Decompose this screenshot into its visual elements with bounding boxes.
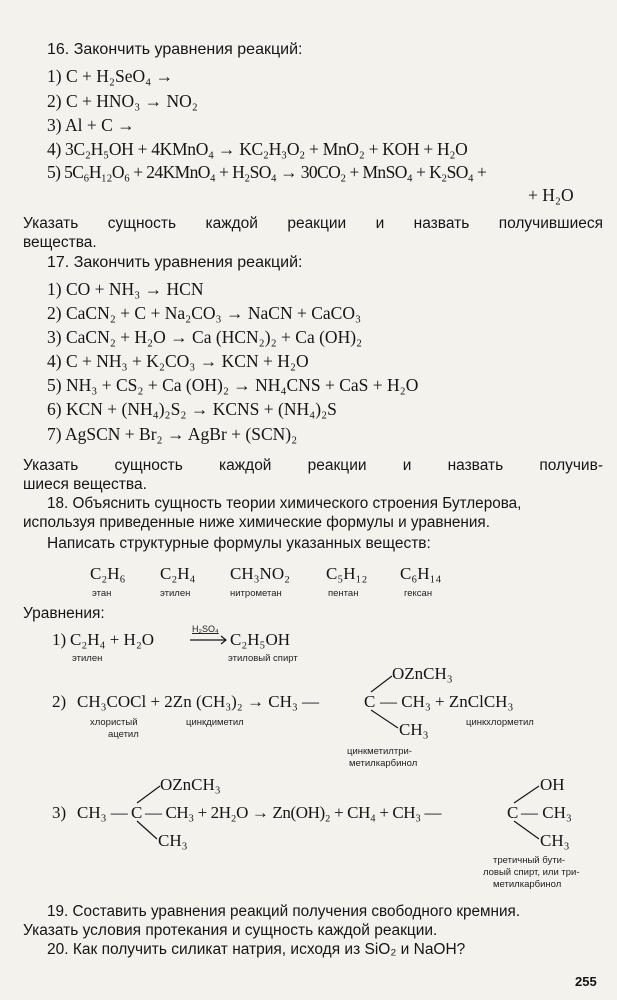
substance-formula-nitromethane: CH₃NO₂: [230, 564, 291, 583]
p17-equation-4: 4) C + NH₃ + K₂CO₃ → KCN + H₂O: [47, 351, 309, 371]
eq3-middle: — CH₃ + 2H₂O → Zn(OH)₂ + CH₄ + CH₃ —: [145, 803, 442, 822]
p17-equation-3: 3) CaCN₂ + H₂O → Ca (HCN₂)₂ + Ca (OH)₂: [47, 327, 363, 347]
eq1-label-ethylene: этилен: [72, 653, 103, 664]
page-number: 255: [575, 974, 597, 989]
eq3-top-group-2: OH: [540, 775, 565, 794]
p17-equation-7: 7) AgSCN + Br₂ → AgBr + (SCN)₂: [47, 424, 298, 444]
eq3-label-line-3: метилкарбинол: [493, 879, 562, 890]
eq1-reactants: C₂H₄ + H₂O: [70, 630, 155, 649]
problem-16-heading: 16. Закончить уравнения реакций:: [47, 41, 303, 58]
eq1-number: 1): [52, 630, 67, 649]
eq2-label-zinc-chloromethyl: цинкхлорметил: [466, 717, 534, 728]
eq3-center-carbon-1: C: [131, 803, 143, 822]
problem-17-heading: 17. Закончить уравнения реакций:: [47, 254, 303, 271]
eq3-left: CH₃ —: [77, 803, 128, 822]
p16-note-line-1: Указать сущность каждой реакции и назвать получившиеся: [23, 215, 603, 232]
p16-equation-3: 3) Al + C →: [47, 115, 135, 135]
substance-name-hexane: гексан: [404, 588, 433, 599]
substance-name-pentane: пентан: [328, 588, 359, 599]
eq3-bond-up-1: [137, 786, 160, 803]
substance-formula-ethylene: C₂H₄: [160, 564, 196, 583]
eq1-catalyst: H₂SO₄: [192, 624, 219, 634]
p16-equation-5-continuation: + H₂O: [528, 185, 574, 205]
substance-formula-pentane: C₅H₁₂: [326, 564, 368, 583]
eq2-label-product-1: цинкметилтри-: [347, 746, 412, 757]
eq3-right: — CH₃: [521, 803, 572, 822]
equations-heading: Уравнения:: [23, 605, 105, 622]
eq3-bond-up-2: [514, 786, 539, 803]
eq2-left: CH₃COCl + 2Zn (CH₃)₂ → CH₃ —: [77, 692, 320, 711]
eq1-product: C₂H₅OH: [230, 630, 291, 649]
p16-equation-5: 5) 5C₆H₁₂O₆ + 24KMnO₄ + H₂SO₄ → 30CO₂ + MnSO₄ + K₂SO₄ +: [47, 162, 487, 182]
eq2-right: — CH₃ + ZnClCH₃: [380, 692, 514, 711]
eq3-label-line-2: ловый спирт, или три-: [483, 867, 580, 878]
p17-equation-2: 2) CaCN₂ + C + Na₂CO₃ → NaCN + CaCO₃: [47, 303, 362, 323]
eq2-label-acetyl-1: хлористый: [90, 717, 138, 728]
problem-19-line-2: Указать условия протекания и сущность каждой реакции.: [23, 922, 438, 939]
eq3-center-carbon-2: C: [507, 803, 519, 822]
eq2-label-product-2: метилкарбинол: [349, 758, 418, 769]
p16-equation-2: 2) C + HNO₃ → NO₂: [47, 91, 198, 111]
eq2-center-carbon: C: [364, 692, 376, 711]
eq3-bottom-group-2: CH₃: [540, 831, 570, 850]
p18-line-1: 18. Объяснить сущность теории химического строения Бутлерова,: [47, 495, 522, 512]
eq3-number: 3): [52, 803, 67, 822]
eq2-label-acetyl-2: ацетил: [108, 729, 139, 740]
p17-note-line-2: шиеся вещества.: [23, 476, 147, 493]
eq3-top-group-1: OZnCH₃: [160, 775, 221, 794]
eq3-bond-down-2: [514, 821, 539, 839]
p16-equation-4: 4) 3C₂H₅OH + 4KMnO₄ → KC₂H₃O₂ + MnO₂ + KOH + H₂O: [47, 139, 468, 159]
eq3-bond-down-1: [137, 821, 157, 839]
substance-name-nitromethane: нитрометан: [230, 588, 282, 599]
eq1-label-ethanol: этиловый спирт: [228, 653, 298, 664]
problem-19-line-1: 19. Составить уравнения реакций получения свободного кремния.: [47, 903, 521, 920]
p17-equation-6: 6) KCN + (NH₄)₂S₂ → KCNS + (NH₄)₂S: [47, 399, 337, 419]
p18-line-2: используя приведенные ниже химические формулы и уравнения.: [23, 514, 490, 531]
p18-line-3: Написать структурные формулы указанных веществ:: [47, 535, 431, 552]
eq3-label-line-1: третичный бути-: [493, 855, 566, 866]
p16-equation-1: 1) C + H₂SeO₄ →: [47, 66, 174, 86]
problem-20: 20. Как получить силикат натрия, исходя из SiO₂ и NaOH?: [47, 941, 466, 958]
p17-equation-1: 1) CO + NH₃ → HCN: [47, 279, 204, 299]
substance-name-ethylene: этилен: [160, 588, 191, 599]
eq2-number: 2): [52, 692, 67, 711]
p17-note-line-1: Указать сущность каждой реакции и назвать получив-: [23, 457, 603, 474]
substance-formula-ethane: C₂H₆: [90, 564, 126, 583]
eq2-bond-down: [371, 710, 398, 728]
substance-name-ethane: этан: [92, 588, 112, 599]
eq2-top-group: OZnCH₃: [392, 664, 453, 683]
p17-equation-5: 5) NH₃ + CS₂ + Ca (OH)₂ → NH₄CNS + CaS + H₂O: [47, 375, 419, 395]
p16-note-line-2: вещества.: [23, 234, 97, 251]
eq2-bond-up: [371, 676, 392, 692]
eq3-bottom-group-1: CH₃: [158, 831, 188, 850]
eq2-label-dimethylzinc: цинкдиметил: [186, 717, 244, 728]
substance-formula-hexane: C₆H₁₄: [400, 564, 442, 583]
eq2-bottom-group: CH₃: [399, 720, 429, 739]
